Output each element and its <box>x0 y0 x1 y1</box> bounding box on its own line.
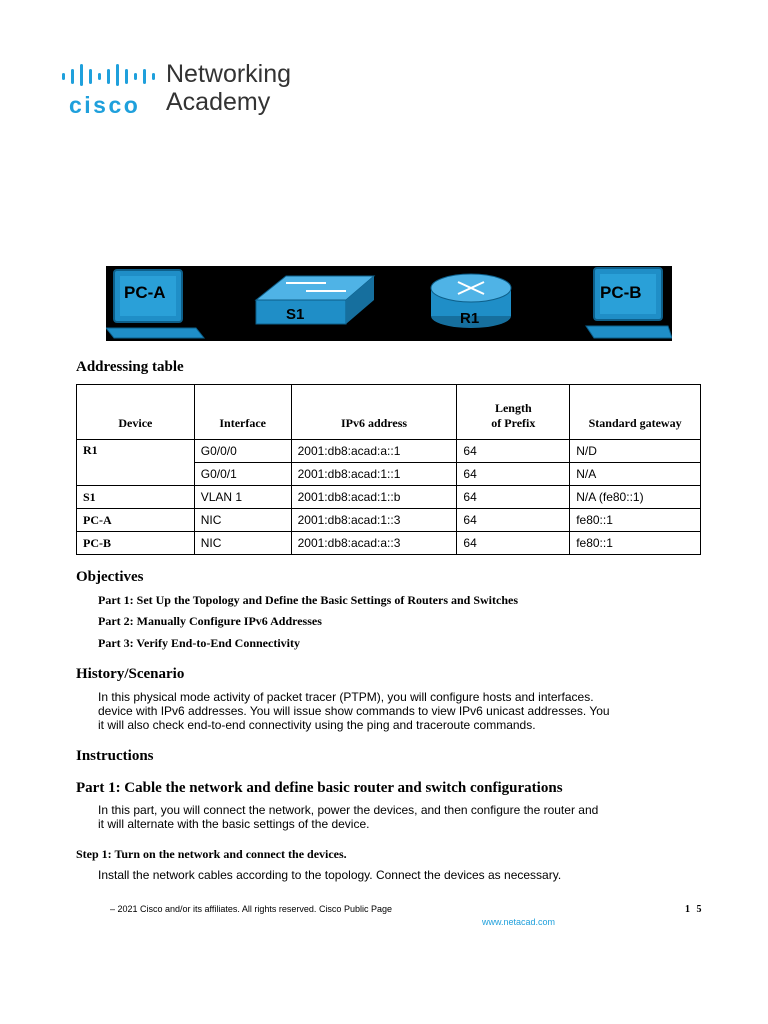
cell-device: R1 <box>77 440 195 486</box>
history-paragraph <box>98 690 638 732</box>
header-device: Device <box>77 385 195 440</box>
pc-b-label: PC-B <box>600 283 642 302</box>
header-length-line2: of Prefix <box>491 416 536 430</box>
cell-ip: 2001:db8:acad:1::b <box>291 486 457 509</box>
header-length-of-prefix <box>457 385 570 440</box>
table-row <box>77 509 701 532</box>
cell-gateway: N/D <box>570 440 701 463</box>
history-line: it will also check end-to-end connectivity using the ping and traceroute commands. <box>98 718 536 732</box>
pc-b-icon <box>586 268 672 338</box>
table-row <box>77 532 701 555</box>
part1-line: it will alternate with the basic settings of the device. <box>98 817 370 831</box>
cell-gateway: fe80::1 <box>570 509 701 532</box>
router-label: R1 <box>460 310 480 327</box>
cell-device: S1 <box>77 486 195 509</box>
cell-ip: 2001:db8:acad:a::3 <box>291 532 457 555</box>
objectives-heading: Objectives <box>76 569 144 585</box>
table-row <box>77 486 701 509</box>
switch-label: S1 <box>286 306 305 323</box>
cell-gateway: fe80::1 <box>570 532 701 555</box>
cell-ip: 2001:db8:acad:1::1 <box>291 463 457 486</box>
part1-line: In this part, you will connect the network, power the devices, and then configure the router and <box>98 803 599 817</box>
header-interface: Interface <box>194 385 291 440</box>
step1-text: Install the network cables according to the topology. Connect the devices as necessary. <box>98 868 562 882</box>
cell-prefix: 64 <box>457 463 570 486</box>
cell-interface: VLAN 1 <box>194 486 291 509</box>
cisco-bars-icon <box>62 64 158 86</box>
part1-heading: Part 1: Cable the network and define basic router and switch configurations <box>76 780 563 796</box>
switch-icon <box>256 276 374 324</box>
cell-interface: G0/0/1 <box>194 463 291 486</box>
cell-gateway: N/A (fe80::1) <box>570 486 701 509</box>
header-length-line1: Length <box>494 401 532 415</box>
cell-gateway: N/A <box>570 463 701 486</box>
part1-paragraph <box>98 803 638 831</box>
table-row <box>77 440 701 463</box>
cell-prefix: 64 <box>457 509 570 532</box>
topology-diagram <box>106 266 672 341</box>
step1-heading: Step 1: Turn on the network and connect the devices. <box>76 847 347 861</box>
table-header-row <box>77 385 701 440</box>
instructions-heading: Instructions <box>76 748 154 764</box>
objective-item: Part 2: Manually Configure IPv6 Addresses <box>98 614 322 628</box>
addressing-table <box>76 384 701 555</box>
addressing-table-heading: Addressing table <box>76 359 184 375</box>
history-line: In this physical mode activity of packet tracer (PTPM), you will configure hosts and interfaces. <box>98 690 594 704</box>
cell-interface: G0/0/0 <box>194 440 291 463</box>
cell-ip: 2001:db8:acad:a::1 <box>291 440 457 463</box>
objective-item: Part 1: Set Up the Topology and Define the Basic Settings of Routers and Switches <box>98 593 519 607</box>
footer-copyright: – 2021 Cisco and/or its affiliates. All rights reserved. Cisco Public Page <box>110 904 392 914</box>
cell-prefix: 64 <box>457 440 570 463</box>
logo-line-networking: Networking <box>166 60 292 88</box>
cell-interface: NIC <box>194 532 291 555</box>
cisco-wordmark: cisco <box>69 92 141 118</box>
pc-a-icon <box>106 270 204 338</box>
cisco-networking-academy-logo <box>62 60 312 120</box>
cell-interface: NIC <box>194 509 291 532</box>
header-standard-gateway: Standard gateway <box>570 385 701 440</box>
history-line: device with IPv6 addresses. You will issue show commands to view IPv6 unicast addresses. You <box>98 704 610 718</box>
history-heading: History/Scenario <box>76 666 185 682</box>
footer-link[interactable]: www.netacad.com <box>482 917 556 927</box>
logo-line-academy: Academy <box>166 88 271 116</box>
cell-device: PC-B <box>77 532 195 555</box>
cell-device: PC-A <box>77 509 195 532</box>
pc-a-label: PC-A <box>124 283 166 302</box>
objective-item: Part 3: Verify End-to-End Connectivity <box>98 636 300 650</box>
cell-prefix: 64 <box>457 486 570 509</box>
page-number: 1 5 <box>685 904 704 915</box>
cell-ip: 2001:db8:acad:1::3 <box>291 509 457 532</box>
header-ipv6-address: IPv6 address <box>291 385 457 440</box>
cell-prefix: 64 <box>457 532 570 555</box>
